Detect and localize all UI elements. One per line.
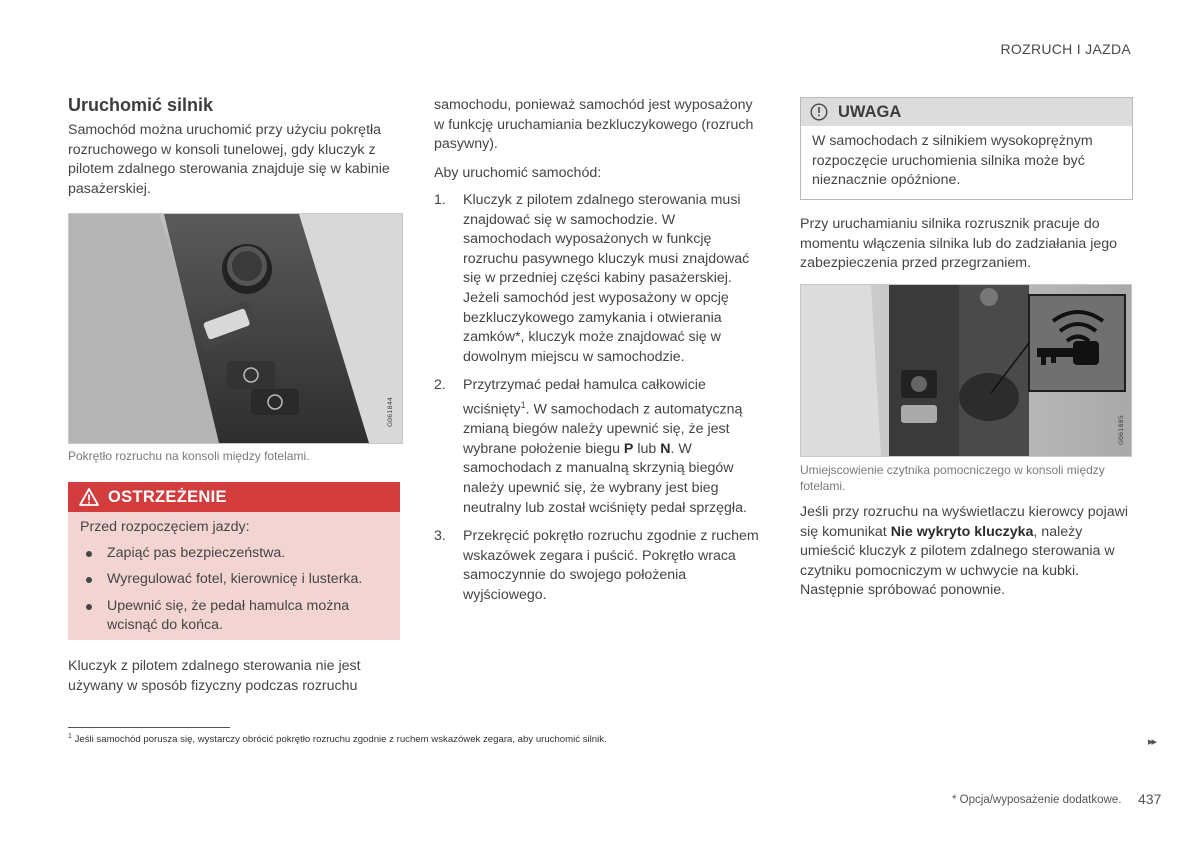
step-item: 1. Kluczyk z pilotem zdalnego sterowania musi znajdować się w samochodzie. W samochodach wyposażonych w funkcję rozruchu pasywnego kluczyk musi znajdować się w przedniej części kabiny pasażerskiej. Jeżeli samochód jest wyposażony w opcję bezkluczykowego zamykania i otwierania zamków*, kluczyk może znajdować się w dowolnym miejscu w samochodzie. [434,192,750,365]
note-title: UWAGA [838,102,902,121]
page-number: 437 [1138,791,1162,807]
photo-caption: Umiejscowienie czytnika pomocniczego w konsoli między fotelami. [800,463,1105,493]
note-header [801,98,1132,126]
note-box [800,97,1133,200]
info-icon [810,103,828,121]
warning-box [68,482,400,640]
photo-code: G061885 [1117,415,1125,445]
footnote-divider [68,727,230,728]
step-item: 2. Przytrzymać pedał hamulca całkowicie wciśnięty$^1$. W samochodach z automatyczną zmianą biegów należy upewnić się, że jest wybrane położenie biegu P lub N. W samochodach z manualną skrzynią biegów należy upewnić się, że wybrany jest bieg neutralny lub został wciśnięty pedał sprzęgła. [434,377,747,516]
section-title: Uruchomić silnik [68,95,214,115]
warning-title: OSTRZEŻENIE [108,487,227,506]
continuation-paragraph: samochodu, ponieważ samochód jest wyposażony w funkcję uruchamiania bezkluczykowego (rozruch pasywny). [434,97,754,153]
no-key-message: Nie wykryto kluczyka [890,523,1034,540]
warning-lead: Przed rozpoczęciem jazdy: [80,519,250,535]
footnote: $^1$ Jeśli samochód porusza się, wystarczy obrócić pokrętło rozruchu zgodnie z ruchem wskazówek zegara, aby uruchomić silnik. [68,733,607,746]
photo-caption: Pokrętło rozruchu na konsoli między fotelami. [68,449,310,463]
warning-list [80,544,388,636]
note-text: W samochodach z silnikiem wysokoprężnym rozpoczęcie uruchomienia silnika może być nieznacznie opóźnione. [812,133,1093,189]
warning-item: Wyregulować fotel, kierownicę i lusterka. [107,570,388,590]
option-note: * Opcja/wyposażenie dodatkowe. [952,794,1122,806]
steps-list [434,191,760,615]
start-knob-photo [68,213,403,444]
continue-arrows-icon: ▸▸ [1148,736,1156,748]
running-header: ROZRUCH I JAZDA [1000,41,1131,57]
photo-code: G061844 [386,397,394,427]
footnote-ref: 1 [520,399,526,410]
warning-triangle-icon [79,487,99,507]
intro-paragraph: Samochód można uruchomić przy użyciu pokrętła rozruchowego w konsoli tunelowej, gdy kluczyk z pilotem zdalnego sterowania znajduje się w kabinie pasażerskiej. [68,122,390,197]
starter-paragraph: Przy uruchamianiu silnika rozrusznik pracuje do momentu włączenia silnika lub do zadziałania jego zabezpieczenia przed przegrzaniem. [800,216,1118,272]
warning-header [68,482,400,512]
bottom-paragraph: Kluczyk z pilotem zdalnego sterowania nie jest używany w sposób fizyczny podczas rozruchu [68,658,361,694]
no-key-paragraph: Jeśli przy rozruchu na wyświetlaczu kierowcy pojawi się komunikat Nie wykryto kluczyka, należy umieścić kluczyk z pilotem zdalnego sterowania w czytniku pomocniczym w uchwycie na kubki. Następnie spróbować ponownie. [800,504,1129,599]
steps-lead: Aby uruchomić samochód: [434,165,602,181]
step-item: 3. Przekręcić pokrętło rozruchu zgodnie z ruchem wskazówek zegara i puścić. Pokrętło wraca samoczynnie do swojego położenia wyjściowego. [434,528,759,604]
backup-reader-photo [800,284,1132,457]
warning-item: Upewnić się, że pedał hamulca można wcisnąć do końca. [107,597,388,636]
warning-item: Zapiąć pas bezpieczeństwa. [107,544,388,564]
